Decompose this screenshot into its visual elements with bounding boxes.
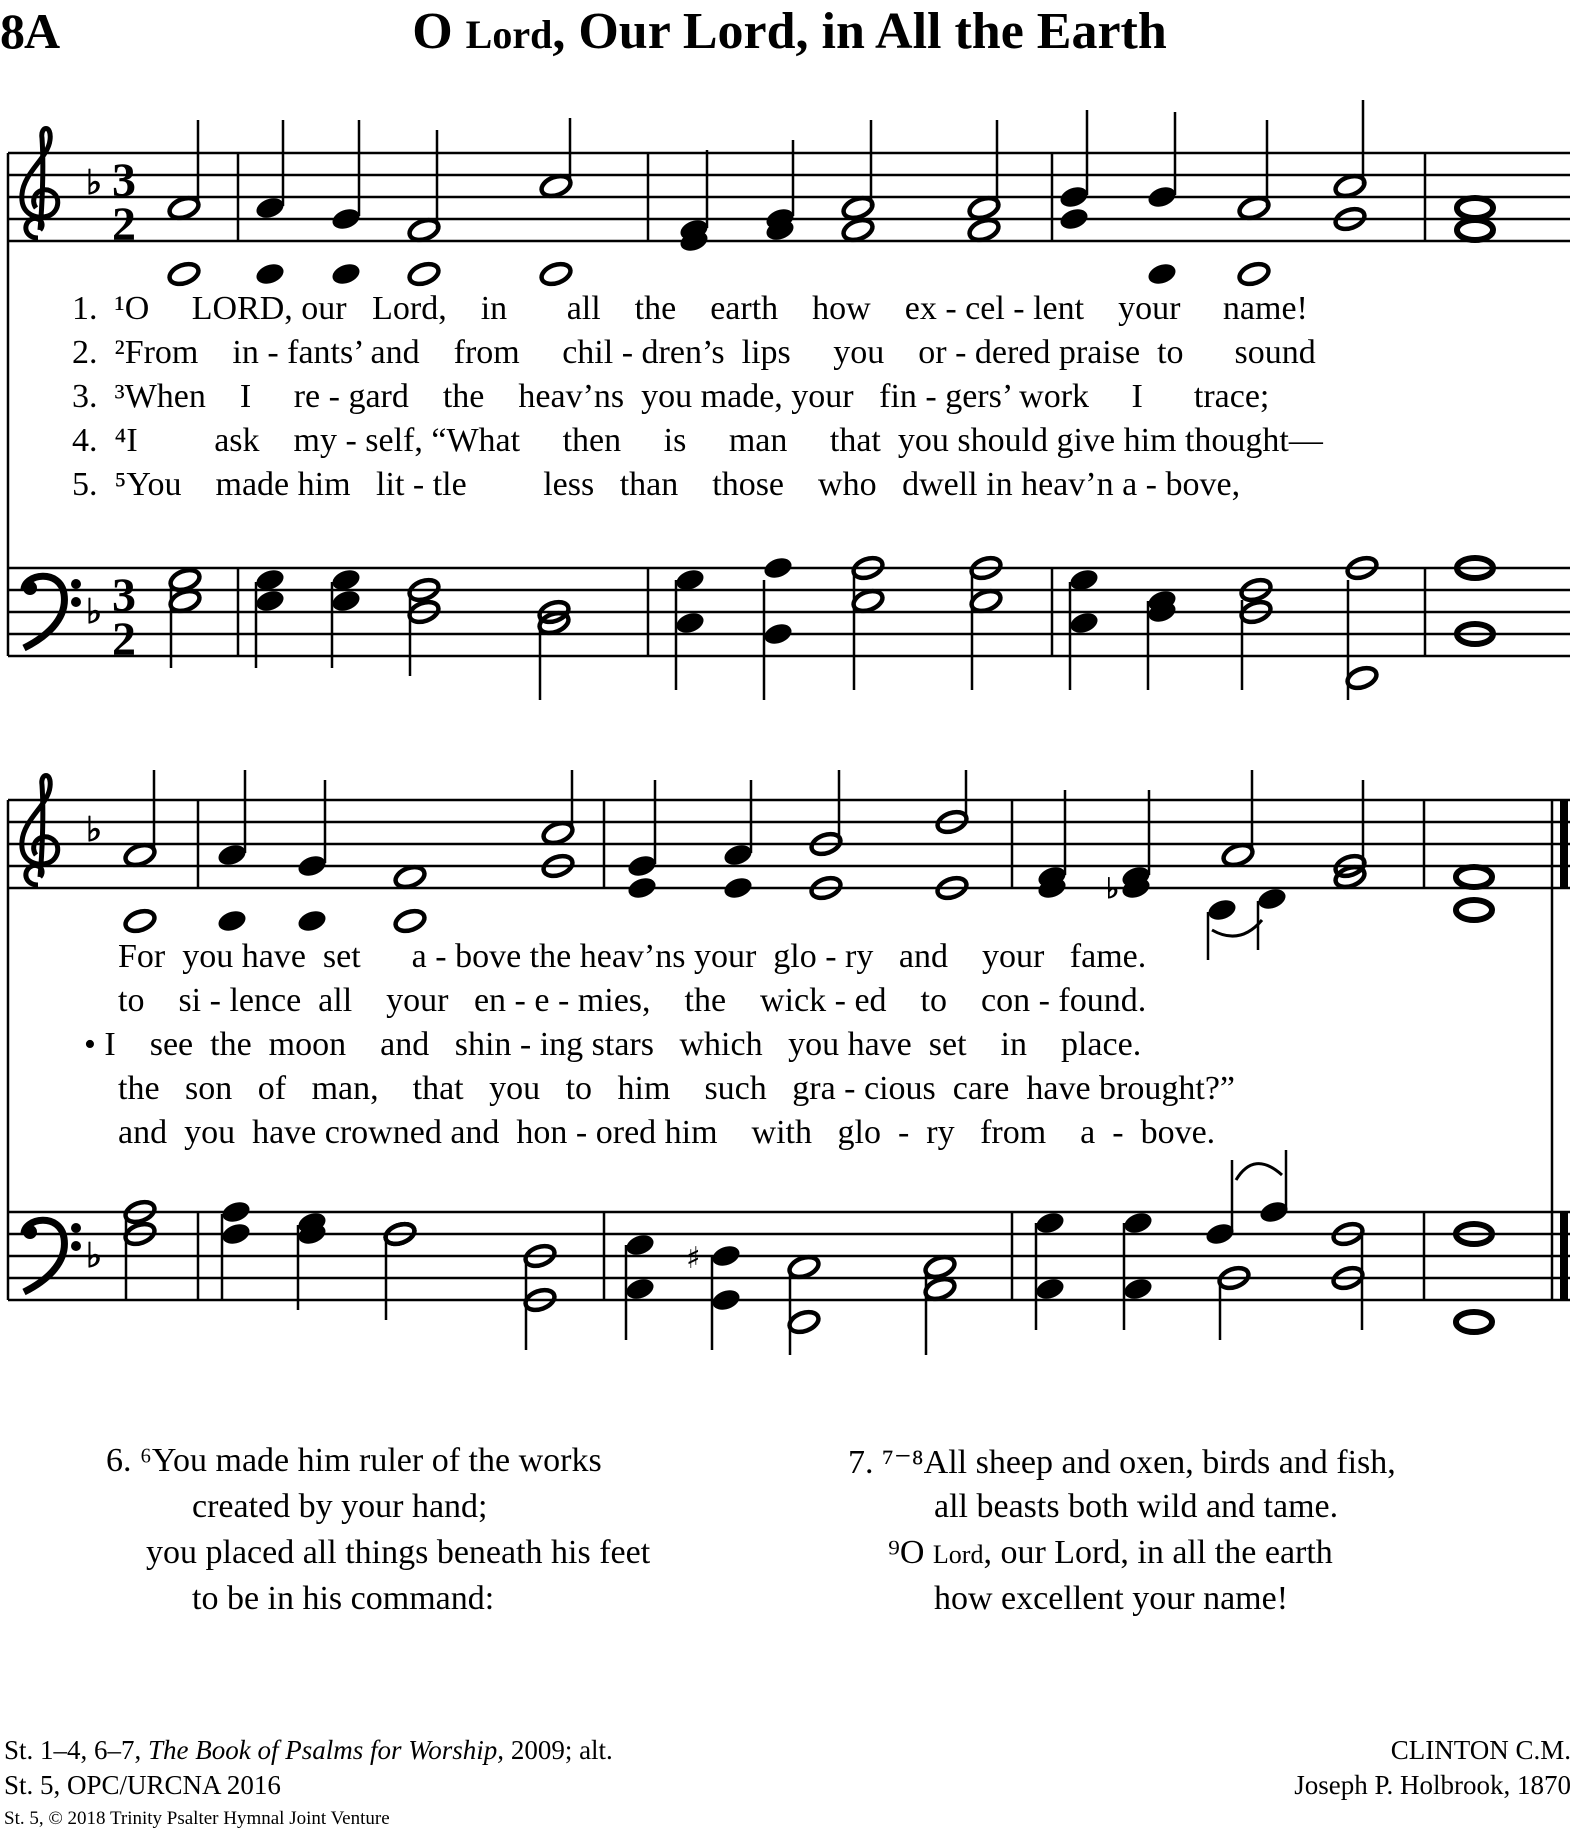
lyrics-refrain-2: to si - lence all your en - e - mies, the wick - ed to con - found.: [118, 982, 1147, 1019]
stanza-6-line-1: 6. ⁶You made him ruler of the works: [106, 1442, 602, 1479]
lyrics-stanza-4: 4. ⁴I ask my - self, “What then is man that you should give him thought—: [72, 422, 1323, 459]
stanza-6-line-2: created by your hand;: [192, 1488, 488, 1525]
stanza-7-line-1: 7. ⁷⁻⁸All sheep and oxen, birds and fish,: [848, 1444, 1396, 1481]
svg-text:♭: ♭: [1106, 874, 1120, 905]
lyrics-stanza-2: 2. ²From in - fants’ and from chil - dren’s lips you or - dered praise to sound: [72, 334, 1316, 371]
stanza-7-line-3: ⁹O Lord, our Lord, in all the earth: [888, 1534, 1333, 1571]
lyrics-stanza-5: 5. ⁵You made him lit - tle less than those who dwell in heav’n a - bove,: [72, 466, 1241, 503]
svg-text:♭: ♭: [86, 165, 103, 202]
svg-text:♭: ♭: [86, 594, 103, 631]
copyright-line: St. 5, © 2018 Trinity Psalter Hymnal Joint Venture: [4, 1808, 390, 1829]
tune-name: CLINTON C.M.: [1390, 1735, 1571, 1765]
lyrics-refrain-1: For you have set a - bove the heav’ns your glo - ry and your fame.: [118, 938, 1147, 975]
svg-text:2: 2: [112, 613, 136, 666]
lyrics-stanza-1: 1. ¹O LORD, our Lord, in all the earth how ex - cel - lent your name!: [72, 290, 1308, 327]
svg-text:3: 3: [112, 154, 136, 207]
text-credit-line-1: St. 1–4, 6–7, The Book of Psalms for Worship, 2009; alt.: [4, 1735, 613, 1765]
svg-text:♯: ♯: [686, 1241, 701, 1276]
hymn-title: O Lord, Our Lord, in All the Earth: [412, 3, 1167, 60]
svg-text:2: 2: [112, 198, 136, 251]
stanza-6-line-4: to be in his command:: [192, 1580, 495, 1617]
hymn-number: 8A: [0, 3, 60, 59]
stanza-6-line-3: you placed all things beneath his feet: [146, 1534, 651, 1571]
svg-text:♭: ♭: [86, 1238, 103, 1275]
lyrics-refrain-3: • I see the moon and shin - ing stars which you have set in place.: [84, 1026, 1142, 1063]
lyrics-refrain-5: and you have crowned and hon - ored him with glo - ry from a - bove.: [118, 1114, 1216, 1151]
stanza-7-line-2: all beasts both wild and tame.: [934, 1488, 1339, 1525]
text-credit-line-2: St. 5, OPC/URCNA 2016: [4, 1770, 281, 1800]
lyrics-stanza-3: 3. ³When I re - gard the heav’ns you made, your fin - gers’ work I trace;: [72, 378, 1270, 415]
svg-text:♭: ♭: [86, 812, 103, 849]
stanza-7-line-4: how excellent your name!: [934, 1580, 1289, 1617]
verse-number: 1.: [72, 290, 98, 327]
composer-credit: Joseph P. Holbrook, 1870: [1294, 1770, 1571, 1800]
lyrics-refrain-4: the son of man, that you to him such gra - cious care have brought?”: [118, 1070, 1236, 1107]
svg-text:3: 3: [112, 569, 136, 622]
